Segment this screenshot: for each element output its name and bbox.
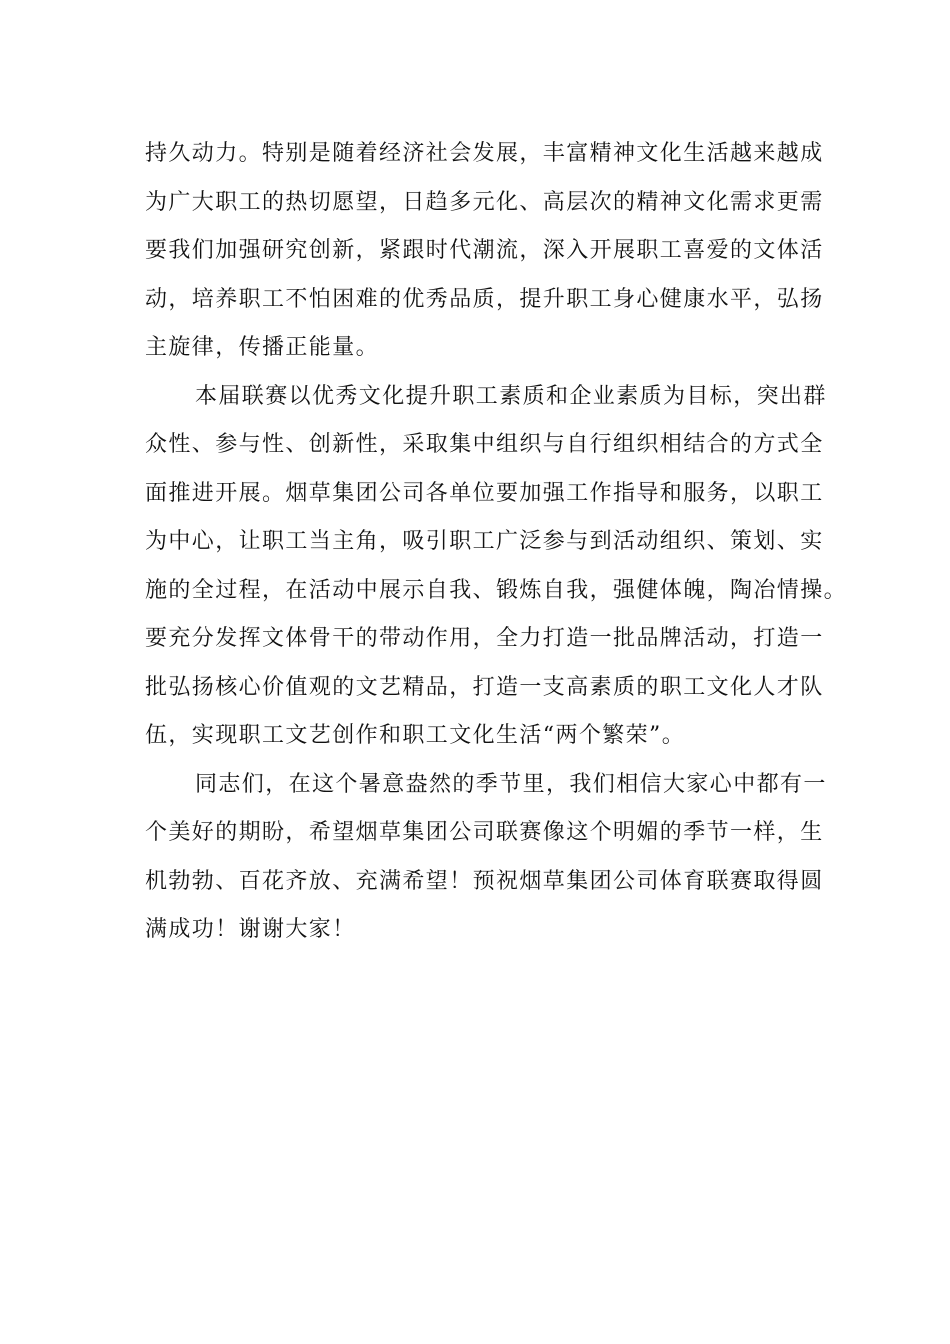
paragraph-line: 同志们，在这个暑意盎然的季节里，我们相信大家心中都有一 xyxy=(195,771,827,797)
paragraph-line: 满成功！谢谢大家！ xyxy=(145,917,356,942)
paragraph-line: 为广大职工的热切愿望，日趋多元化、高层次的精神文化需求更需 xyxy=(145,189,824,215)
paragraph-line: 伍，实现职工文艺创作和职工文化生活“两个繁荣”。 xyxy=(145,723,686,748)
paragraph-line: 施的全过程，在活动中展示自我、锻炼自我，强健体魄，陶冶情操。 xyxy=(145,577,848,603)
paragraph-3 xyxy=(145,761,827,955)
paragraph-line: 要充分发挥文体骨干的带动作用，全力打造一批品牌活动，打造一 xyxy=(145,626,824,651)
document-body xyxy=(145,130,848,955)
paragraph-line: 动，培养职工不怕困难的优秀品质，提升职工身心健康水平，弘扬 xyxy=(145,286,824,312)
paragraph-1 xyxy=(145,130,824,373)
paragraph-line: 要我们加强研究创新，紧跟时代潮流，深入开展职工喜爱的文体活 xyxy=(145,238,824,263)
paragraph-line: 机勃勃、百花齐放、充满希望！预祝烟草集团公司体育联赛取得圆 xyxy=(145,868,824,894)
paragraph-line: 为中心，让职工当主角，吸引职工广泛参与到活动组织、策划、实 xyxy=(145,529,824,554)
paragraph-line: 众性、参与性、创新性，采取集中组织与自行组织相结合的方式全 xyxy=(145,432,824,457)
paragraph-line: 批弘扬核心价值观的文艺精品，打造一支高素质的职工文化人才队 xyxy=(145,674,824,700)
paragraph-line: 持久动力。特别是随着经济社会发展，丰富精神文化生活越来越成 xyxy=(145,141,824,166)
paragraph-line: 面推进开展。烟草集团公司各单位要加强工作指导和服务，以职工 xyxy=(145,480,824,506)
paragraph-line: 个美好的期盼，希望烟草集团公司联赛像这个明媚的季节一样，生 xyxy=(145,820,824,845)
paragraph-2 xyxy=(145,373,848,761)
paragraph-line: 主旋律，传播正能量。 xyxy=(145,335,380,360)
paragraph-line: 本届联赛以优秀文化提升职工素质和企业素质为目标，突出群 xyxy=(195,383,827,409)
